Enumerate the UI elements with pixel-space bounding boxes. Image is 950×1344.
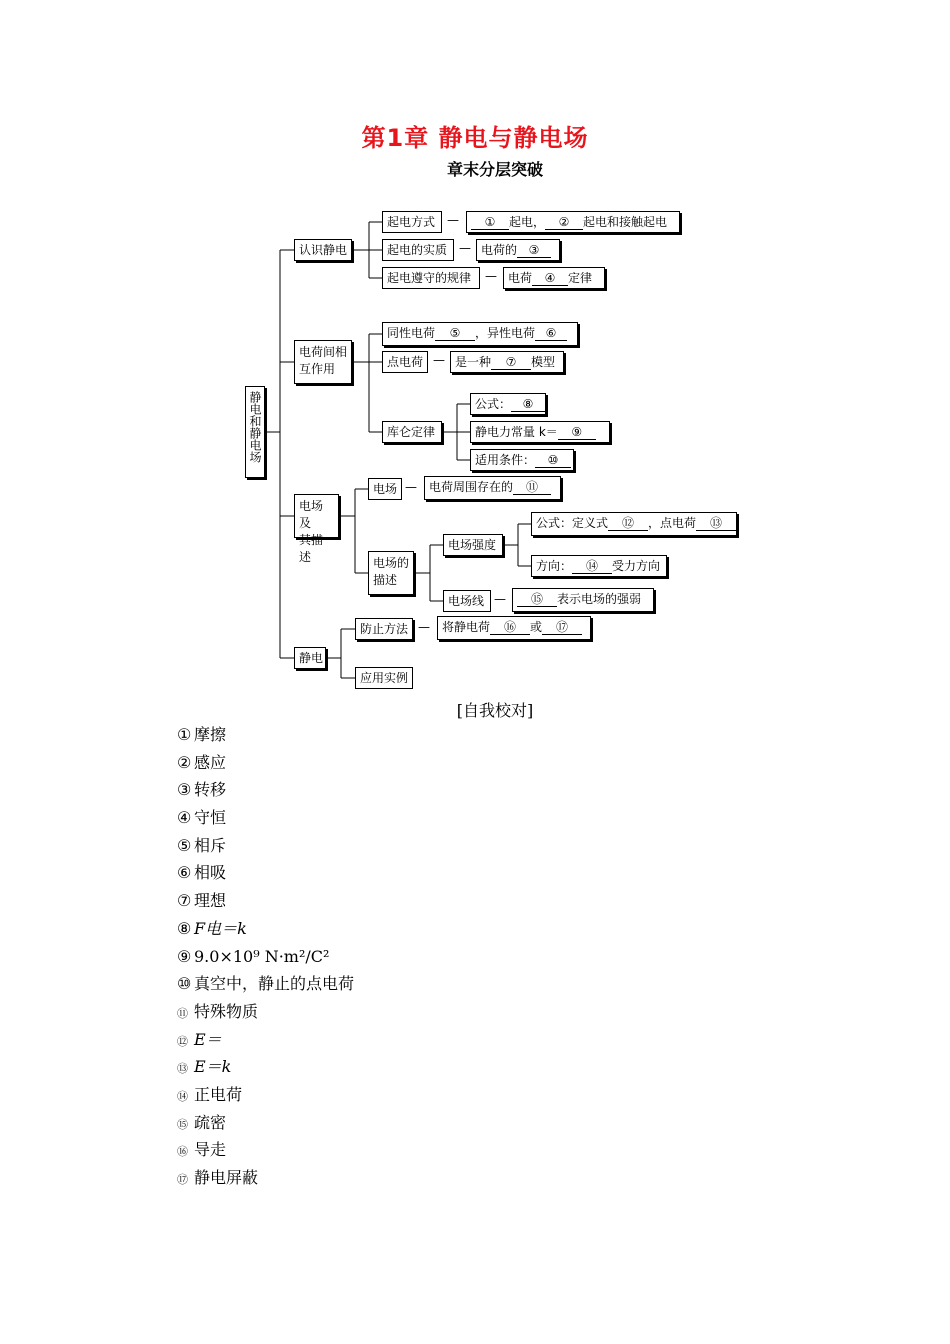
text: 定律	[568, 271, 593, 285]
blank-3: ③	[517, 243, 551, 258]
answer-text: 守恒	[194, 808, 227, 828]
answer-number: ⑯	[177, 1145, 188, 1159]
answer-number: ②	[177, 752, 192, 772]
fill-prevention	[437, 616, 591, 640]
answer-text: 相斥	[194, 835, 227, 855]
node-charging-methods: 起电方式	[382, 211, 442, 233]
dash: —	[418, 620, 430, 634]
fill-field-formula	[531, 512, 737, 536]
node-electric-field-description	[294, 494, 339, 564]
answer-item	[177, 1053, 354, 1081]
node-charging-essence: 起电的实质	[382, 239, 454, 261]
blank-5: ⑤	[435, 326, 475, 341]
answer-item	[177, 887, 354, 915]
answer-text: 导走	[194, 1140, 227, 1160]
answer-number: ⑧	[177, 918, 192, 938]
blank-14: ⑭	[572, 559, 612, 574]
node-static: 静电	[294, 647, 326, 669]
root-node: 静电和静电场	[245, 386, 265, 478]
fill-coulomb-conditions	[470, 449, 574, 471]
answer-text: 感应	[194, 752, 227, 772]
text: 是一种	[455, 355, 492, 369]
text: 方向：	[536, 559, 573, 573]
text: ，异性电荷	[475, 326, 536, 340]
answer-text: E＝k	[194, 1057, 232, 1077]
text: ，点电荷	[648, 516, 697, 530]
answer-item	[177, 804, 354, 832]
text: 同性电荷	[387, 326, 436, 340]
fill-coulomb-formula	[470, 393, 546, 415]
text: 或	[530, 620, 543, 634]
node-point-charge: 点电荷	[382, 351, 428, 373]
fill-charging-essence	[476, 239, 560, 261]
answer-number: ⑤	[177, 835, 192, 855]
answer-text: 理想	[194, 891, 227, 911]
dash: —	[494, 592, 506, 606]
text: 起电和接触起电	[583, 215, 668, 229]
answer-number: ⑦	[177, 891, 192, 911]
node-recognize-static: 认识静电	[294, 239, 352, 261]
answer-text: 疏密	[194, 1112, 227, 1132]
dash: —	[459, 241, 471, 255]
answer-text: 正电荷	[194, 1084, 243, 1104]
answer-text: 相吸	[194, 863, 227, 883]
dash: —	[405, 480, 417, 494]
answer-number: ⑩	[177, 974, 192, 994]
text: 将静电荷	[442, 620, 491, 634]
text: 互作用	[299, 362, 336, 376]
node-applications: 应用实例	[355, 667, 413, 689]
blank-16: ⑯	[490, 620, 530, 635]
answer-text: 特殊物质	[194, 1001, 259, 1021]
fill-charging-methods	[466, 211, 680, 233]
answer-text: 真空中，静止的点电荷	[194, 974, 355, 994]
self-check-heading: [自我校对]	[456, 701, 534, 720]
text: 起电，	[509, 215, 546, 229]
blank-9: ⑨	[558, 425, 596, 440]
chapter-title: 第1章 静电与静电场	[361, 124, 589, 152]
answer-item	[177, 1081, 354, 1109]
fill-field-direction	[531, 555, 667, 577]
answer-number: ④	[177, 808, 192, 828]
answer-item	[177, 943, 354, 971]
blank-1: ①	[471, 215, 509, 230]
answer-item	[177, 998, 354, 1026]
answer-text: 9.0×10⁹ N·m²/C²	[194, 946, 330, 966]
answer-item	[177, 859, 354, 887]
text: 电荷	[508, 271, 533, 285]
answer-number: ⑨	[177, 946, 192, 966]
answer-number: ①	[177, 725, 192, 744]
text: 电荷周围存在的	[429, 480, 514, 494]
answer-item	[177, 721, 354, 749]
answer-item	[177, 1164, 354, 1192]
text: 公式：	[475, 397, 512, 411]
node-charging-law: 起电遵守的规律	[382, 267, 480, 289]
answer-item	[177, 1109, 354, 1137]
blank-13: ⑬	[696, 516, 736, 531]
text: 受力方向	[612, 559, 661, 573]
answer-number: ⑬	[177, 1062, 188, 1076]
answer-text: 转移	[194, 780, 227, 800]
text: 电荷间相	[299, 345, 348, 359]
blank-4: ④	[532, 271, 568, 286]
blank-10: ⑩	[535, 453, 571, 468]
section-subtitle: 章末分层突破	[446, 160, 543, 179]
answer-number: ⑥	[177, 863, 192, 883]
node-prevention: 防止方法	[355, 618, 413, 640]
fill-coulomb-constant	[470, 421, 610, 443]
blank-2: ②	[545, 215, 583, 230]
text: 适用条件：	[475, 453, 536, 467]
answer-item	[177, 776, 354, 804]
fill-field-lines	[512, 588, 654, 612]
answer-item	[177, 1136, 354, 1164]
text: 电场的	[373, 556, 410, 570]
blank-6: ⑥	[535, 326, 567, 341]
text: 表示电场的强弱	[557, 592, 642, 606]
blank-8: ⑧	[511, 397, 545, 412]
blank-15: ⑮	[517, 592, 557, 607]
answer-item	[177, 832, 354, 860]
blank-12: ⑫	[608, 516, 648, 531]
text: 电荷的	[481, 243, 518, 257]
fill-charging-law	[503, 267, 605, 289]
answer-number: ⑮	[177, 1117, 188, 1131]
answer-number: ③	[177, 780, 192, 800]
blank-7: ⑦	[491, 355, 531, 370]
answer-text: 摩擦	[194, 725, 227, 744]
fill-electric-field	[424, 476, 561, 500]
dash: —	[447, 213, 459, 227]
answer-text: F电＝k	[194, 918, 247, 938]
answer-text: E＝	[194, 1029, 222, 1049]
dash: —	[485, 269, 497, 283]
answer-number: ⑰	[177, 1173, 188, 1186]
answer-text: 静电屏蔽	[194, 1168, 259, 1187]
node-field-strength: 电场强度	[443, 534, 503, 556]
text: 其描述	[299, 533, 324, 564]
node-charge-interaction	[294, 340, 352, 384]
node-field-description	[368, 551, 414, 595]
answer-item	[177, 1026, 354, 1054]
answer-item	[177, 970, 354, 998]
answer-number: ⑭	[177, 1089, 188, 1103]
text: 静电力常量 k＝	[475, 425, 558, 439]
node-coulomb-law: 库仑定律	[382, 421, 442, 443]
node-electric-field: 电场	[368, 478, 402, 500]
node-field-lines: 电场线	[443, 590, 491, 612]
answer-list	[177, 721, 354, 1192]
answer-number: ⑫	[177, 1034, 188, 1048]
answer-number: ⑪	[177, 1006, 188, 1020]
text: 电场及	[299, 499, 324, 530]
answer-item	[177, 915, 354, 943]
blank-11: ⑪	[513, 480, 551, 495]
dash: —	[433, 353, 445, 367]
answer-item	[177, 749, 354, 777]
fill-point-charge	[450, 351, 564, 373]
text: 模型	[531, 355, 556, 369]
fill-like-unlike-charges	[382, 322, 578, 346]
text: 描述	[373, 573, 398, 587]
text: 公式：定义式	[536, 516, 609, 530]
blank-17: ⑰	[542, 620, 582, 635]
